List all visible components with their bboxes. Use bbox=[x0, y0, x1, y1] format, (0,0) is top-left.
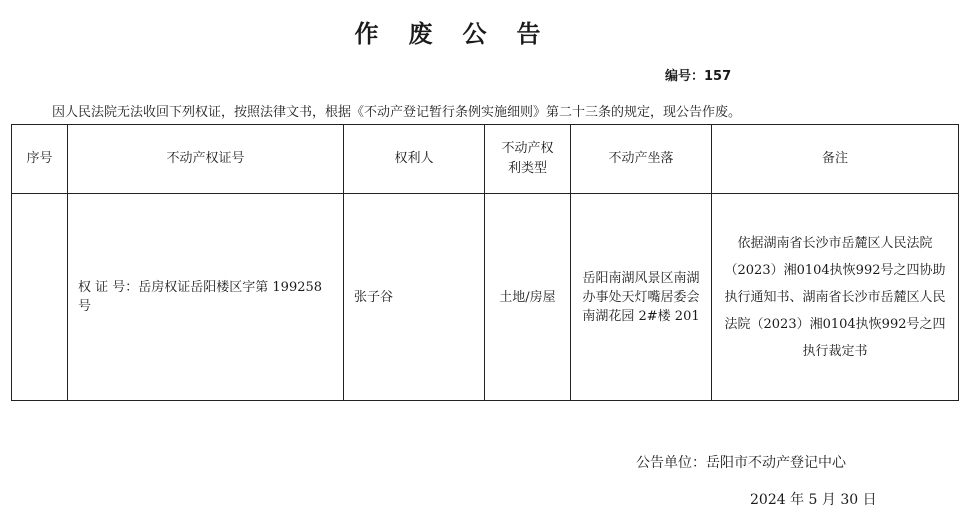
cell-cert-no: 权 证 号：岳房权证岳阳楼区字第 199258 号 bbox=[68, 194, 344, 401]
issuer: 公告单位：岳阳市不动产登记中心 bbox=[636, 455, 846, 471]
table-header-row bbox=[12, 125, 959, 194]
cell-holder: 张子谷 bbox=[344, 194, 485, 401]
cell-right-type: 土地/房屋 bbox=[485, 194, 571, 401]
intro-paragraph: 因人民法院无法收回下列权证，按照法律文书，根据《不动产登记暂行条例实施细则》第二十三条的规定，现公告作废。 bbox=[52, 105, 742, 120]
cell-seq bbox=[12, 194, 68, 401]
cell-remark: 依据湖南省长沙市岳麓区人民法院（2023）湘0104执恢992号之四协助执行通知书、湖南省长沙市岳麓区人民法院（2023）湘0104执恢992号之四执行裁定书 bbox=[712, 194, 959, 401]
header-right-type: 不动产权利类型 bbox=[485, 125, 571, 194]
serial-number: 编号：157 bbox=[665, 69, 732, 84]
header-cert-no: 不动产权证号 bbox=[68, 125, 344, 194]
header-holder: 权利人 bbox=[344, 125, 485, 194]
header-remark: 备注 bbox=[712, 125, 959, 194]
issue-date: 2024 年 5 月 30 日 bbox=[750, 492, 877, 508]
void-certificate-table bbox=[11, 124, 959, 401]
header-location: 不动产坐落 bbox=[571, 125, 712, 194]
table-row bbox=[12, 194, 959, 401]
cell-location: 岳阳南湖风景区南湖办事处天灯嘴居委会南湖花园 2#楼 201 bbox=[571, 194, 712, 401]
notice-title: 作废公告 bbox=[354, 20, 571, 48]
header-seq: 序号 bbox=[12, 125, 68, 194]
